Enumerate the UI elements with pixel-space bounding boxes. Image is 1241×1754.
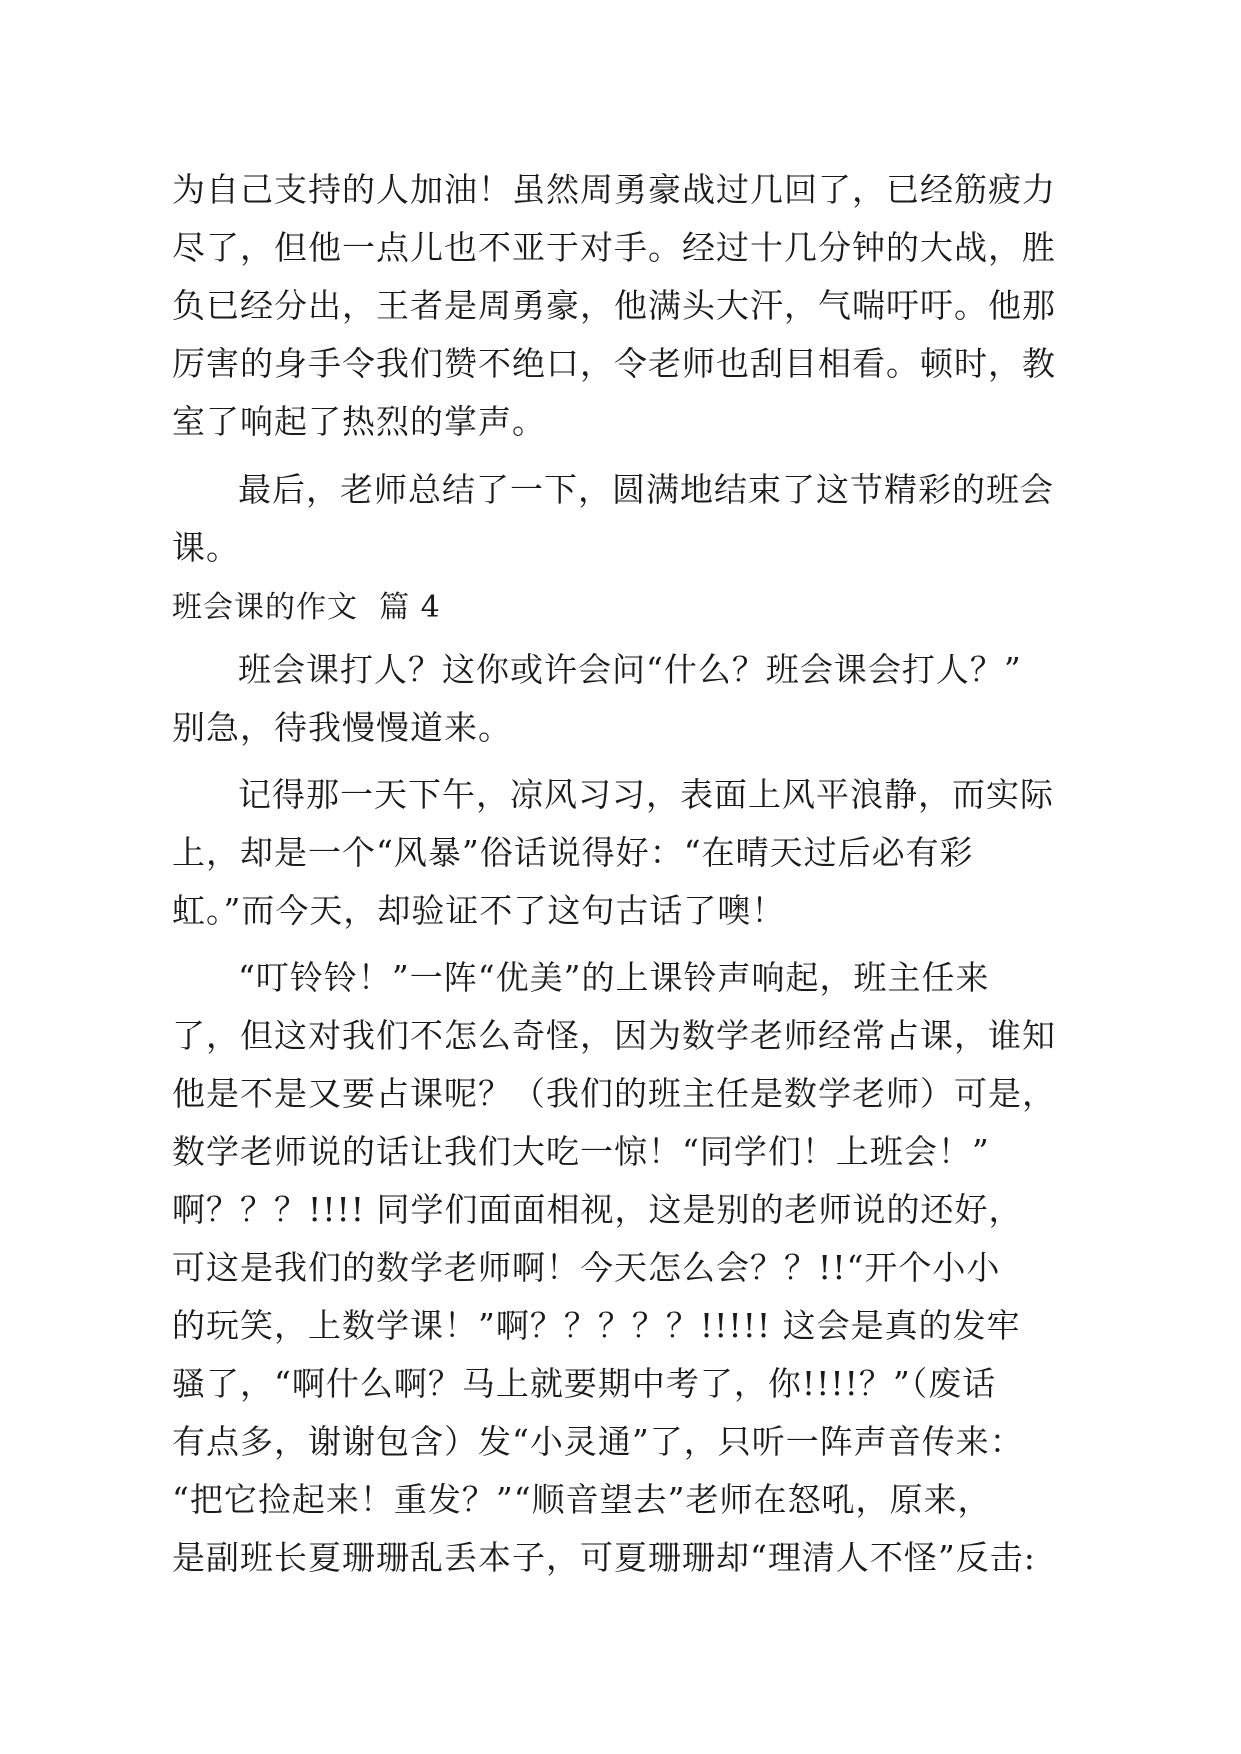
text-line: 可这是我们的数学老师啊！今天怎么会？？!!“开个小小: [172, 1248, 1001, 1287]
text-line: 啊？？？!!!! 同学们面面相视，这是别的老师说的还好，: [172, 1190, 1023, 1229]
text-line: 了，但这对我们不怎么奇怪，因为数学老师经常占课，谁知: [172, 1016, 1056, 1055]
text-line: 最后，老师总结了一下，圆满地结束了这节精彩的班会: [238, 470, 1054, 509]
text-line: 为自己支持的人加油！虽然周勇豪战过几回了，已经筋疲力: [172, 170, 1056, 209]
text-line: 上，却是一个“风暴”俗话说得好：“在晴天过后必有彩: [172, 833, 974, 872]
text-line: 室了响起了热烈的掌声。: [172, 402, 546, 441]
text-line: 尽了，但他一点儿也不亚于对手。经过十几分钟的大战，胜: [172, 228, 1056, 267]
text-line: 记得那一天下午，凉风习习，表面上风平浪静，而实际: [238, 775, 1054, 814]
text-line: 课。: [172, 528, 240, 567]
text-line: 虹。”而今天，却验证不了这句古话了噢！: [172, 891, 786, 930]
text-line: 班会课打人？这你或许会问“什么？班会课会打人？”: [238, 650, 1022, 689]
section-heading: 班会课的作文 篇 4: [172, 590, 441, 625]
text-line: 负已经分出，王者是周勇豪，他满头大汗，气喘吁吁。他那: [172, 286, 1056, 325]
text-line: 数学老师说的话让我们大吃一惊！“同学们！上班会！”: [172, 1132, 990, 1171]
text-line: 骚了，“啊什么啊？马上就要期中考了，你!!!!？”（废话: [172, 1364, 997, 1403]
text-line: 厉害的身手令我们赞不绝口，令老师也刮目相看。顿时，教: [172, 344, 1056, 383]
text-line: “把它捡起来！重发？”“顺音望去”老师在怒吼，原来，: [172, 1480, 992, 1519]
text-line: 的玩笑，上数学课！”啊？？？？？!!!!! 这会是真的发牢: [172, 1306, 1021, 1345]
text-line: 有点多，谢谢包含）发“小灵通”了，只听一阵声音传来：: [172, 1422, 1024, 1461]
text-line: 别急，待我慢慢道来。: [172, 708, 512, 747]
text-line: 是副班长夏珊珊乱丢本子，可夏珊珊却“理清人不怪”反击:: [172, 1538, 1036, 1577]
text-line: 他是不是又要占课呢？（我们的班主任是数学老师）可是，: [172, 1074, 1056, 1113]
text-line: “叮铃铃！”一阵“优美”的上课铃声响起，班主任来: [238, 958, 990, 997]
